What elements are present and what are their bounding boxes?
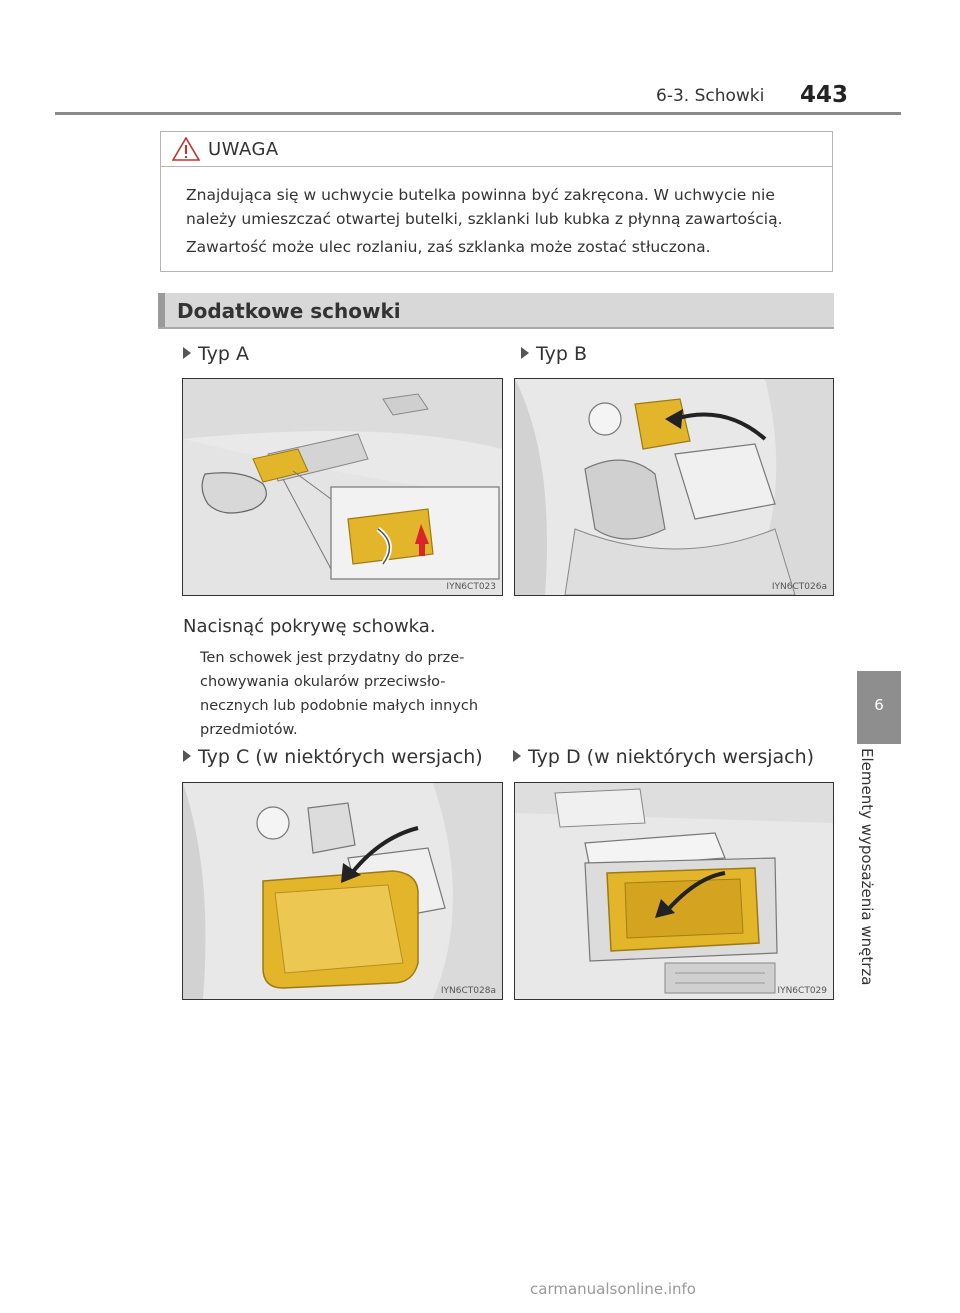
figure-code: IYN6CT028a (440, 986, 496, 996)
warning-text-line-3: Zawartość może ulec rozlaniu, zaś szklanka może zostać stłuczona. (186, 238, 711, 256)
bullet-triangle-icon (513, 750, 521, 762)
figure-type-c (182, 782, 503, 1000)
chapter-number: 6 (874, 696, 884, 714)
page-number: 443 (800, 82, 849, 108)
running-header-section: 6-3. Schowki (656, 86, 765, 106)
header-rule (55, 112, 901, 115)
figure-type-c-drawing (183, 783, 502, 999)
section-heading-accent (158, 293, 165, 329)
figure-code: IYN6CT029 (777, 986, 827, 996)
figure-type-d (514, 782, 834, 1000)
type-a-caption: Nacisnąć pokrywę schowka. (183, 616, 436, 637)
footer-watermark: carmanualsonline.info (530, 1280, 696, 1298)
warning-text-line-2: należy umieszczać otwartej butelki, szklanki lub kubka z płynną zawartością. (186, 210, 783, 228)
figure-type-a-drawing (183, 379, 502, 595)
description-line: Ten schowek jest przydatny do prze- (200, 650, 465, 666)
type-a-label: Typ A (183, 343, 249, 365)
type-d-label: Typ D (w niektórych wersjach) (513, 746, 814, 768)
bullet-triangle-icon (183, 750, 191, 762)
bullet-triangle-icon (183, 347, 191, 359)
section-heading-underline (158, 327, 834, 329)
warning-triangle-icon (172, 137, 200, 161)
figure-type-b-drawing (515, 379, 833, 595)
warning-text-line-1: Znajdująca się w uchwycie butelka powinna być zakręcona. W uchwycie nie (186, 186, 775, 204)
figure-type-a (182, 378, 503, 596)
type-a-description (200, 646, 496, 742)
description-line: chowywania okularów przeciwsło- (200, 674, 446, 690)
section-title: Dodatkowe schowki (177, 299, 401, 323)
type-b-label: Typ B (521, 343, 587, 365)
type-c-label: Typ C (w niektórych wersjach) (183, 746, 483, 768)
description-line: przedmiotów. (200, 722, 298, 738)
chapter-title-vertical: Elementy wyposażenia wnętrza (858, 748, 876, 986)
description-line: necznych lub podobnie małych innych (200, 698, 479, 714)
warning-title: UWAGA (208, 139, 279, 160)
figure-type-d-drawing (515, 783, 833, 999)
bullet-triangle-icon (521, 347, 529, 359)
figure-code: IYN6CT023 (446, 582, 496, 592)
figure-type-b (514, 378, 834, 596)
figure-code: IYN6CT026a (771, 582, 827, 592)
